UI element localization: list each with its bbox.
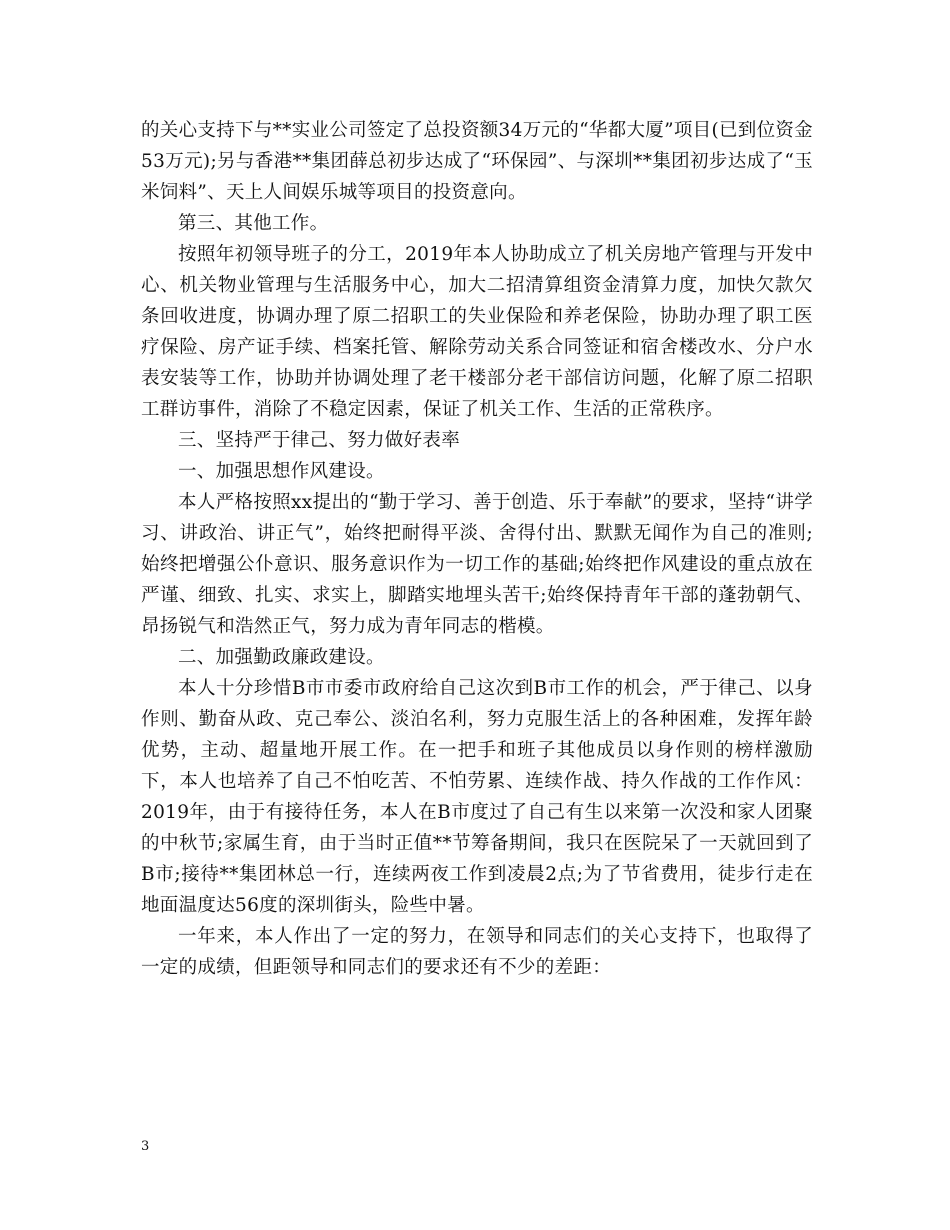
section-heading: 第三、其他工作。 (178, 213, 329, 234)
paragraph: 按照年初领导班子的分工，2019年本人协助成立了机关房地产管理与开发中心、机关物业管理与生活服务中心，加大二招清算组资金清算力度，加快欠款欠条回收进度，协调办理了原二招职工的失业保险和养老保险，协助办理了职工医疗保险、房产证手续、档案托管、解除劳动关系合同签证和宿舍楼改水、分户水表安装等工作，协助并协调处理了老干楼部分老干部信访问题，化解了原二招职工群访事件，消除了不稳定因素，保证了机关工作、生活的正常秩序。 (141, 244, 813, 420)
subsection-heading: 二、加强勤政廉政建设。 (178, 647, 385, 668)
section-heading: 三、坚持严于律己、努力做好表率 (178, 430, 461, 451)
body-text (141, 115, 813, 983)
paragraph: 本人严格按照xx提出的“勤于学习、善于创造、乐于奉献”的要求，坚持“讲学习、讲政治、讲正气”，始终把耐得平淡、舍得付出、默默无闻作为自己的准则;始终把增强公仆意识、服务意识作为一切工作的基础;始终把作风建设的重点放在严谨、细致、扎实、求实上，脚踏实地埋头苦干;始终保持青年干部的蓬勃朝气、昂扬锐气和浩然正气，努力成为青年同志的楷模。 (141, 492, 813, 637)
paragraph: 的关心支持下与**实业公司签定了总投资额34万元的“华都大厦”项目(已到位资金53万元);另与香港**集团薛总初步达成了“环保园”、与深圳**集团初步达成了“玉米饲料”、天上人间娱乐城等项目的投资意向。 (141, 120, 813, 203)
paragraph: 一年来，本人作出了一定的努力，在领导和同志们的关心支持下，也取得了一定的成绩，但距领导和同志们的要求还有不少的差距： (141, 926, 813, 978)
subsection-heading: 一、加强思想作风建设。 (178, 461, 385, 482)
paragraph: 本人十分珍惜B市市委市政府给自己这次到B市工作的机会，严于律己、以身作则、勤奋从政、克己奉公、淡泊名利，努力克服生活上的各种困难，发挥年龄优势，主动、超量地开展工作。在一把手和班子其他成员以身作则的榜样激励下，本人也培养了自己不怕吃苦、不怕劳累、连续作战、持久作战的工作作风：2019年，由于有接待任务，本人在B市度过了自己有生以来第一次没和家人团聚的中秋节;家属生育，由于当时正值**节筹备期间，我只在医院呆了一天就回到了B市;接待**集团林总一行，连续两夜工作到凌晨2点;为了节省费用，徒步行走在地面温度达56度的深圳街头，险些中暑。 (141, 678, 813, 916)
page-number: 3 (141, 1139, 150, 1154)
